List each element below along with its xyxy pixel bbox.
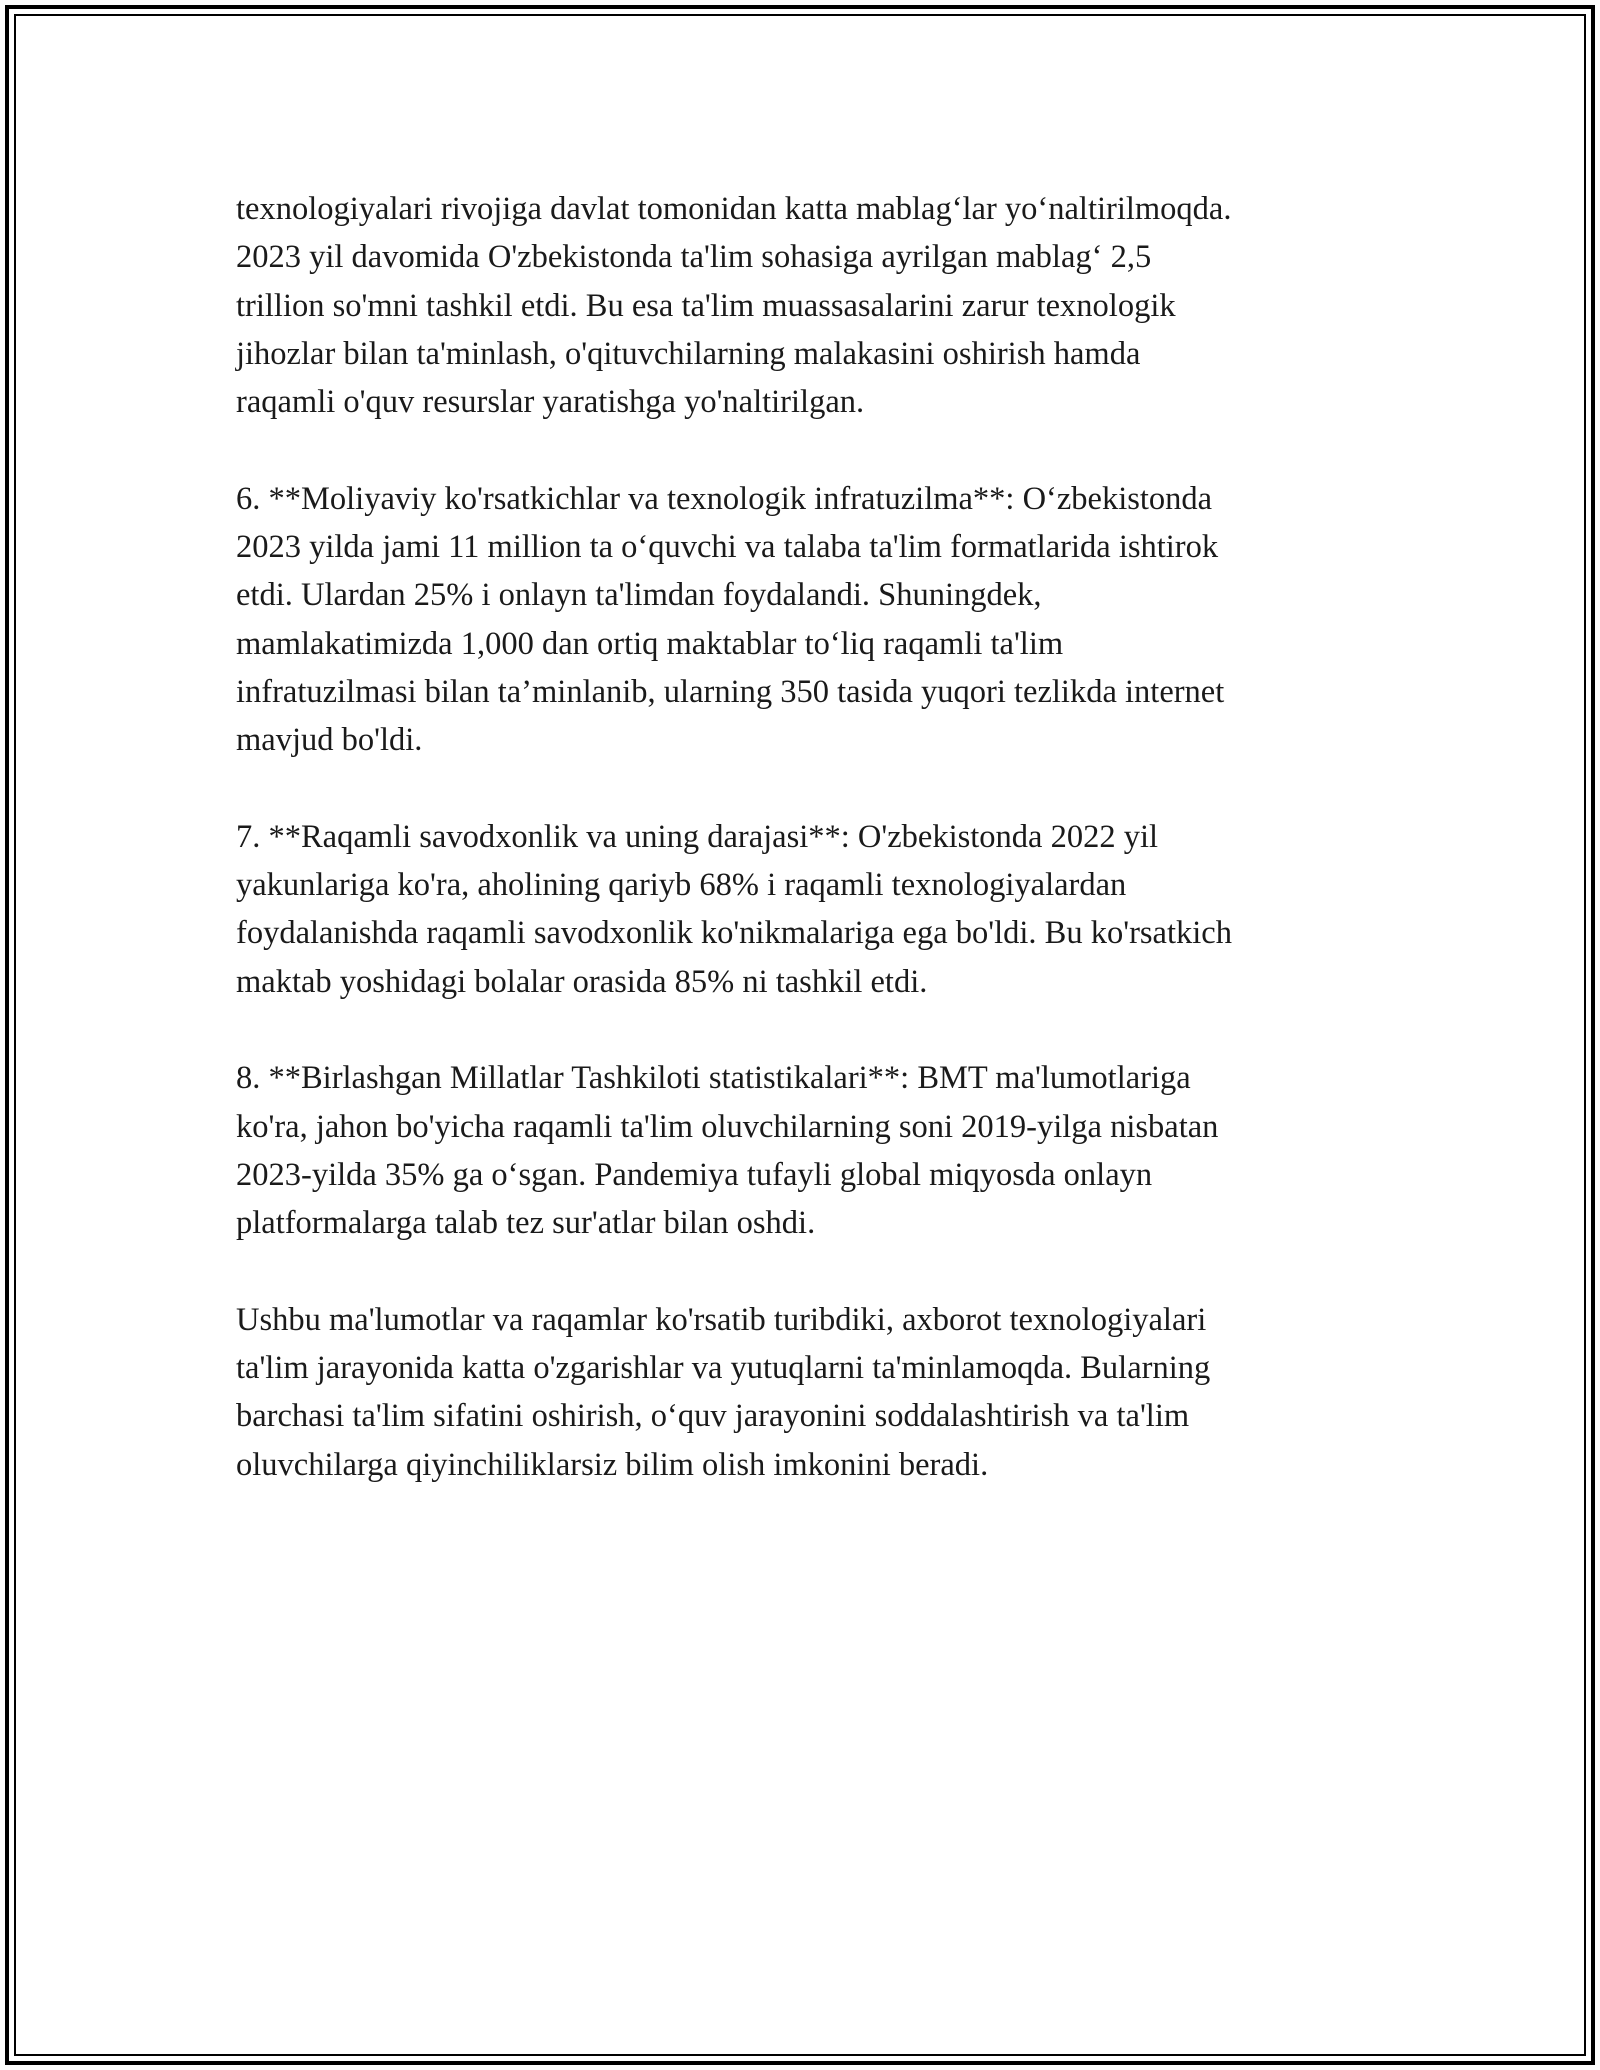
paragraph-item-7: 7. **Raqamli savodxonlik va uning darajasi**: O'zbekistonda 2022 yil yakunlariga ko'ra, aholining qariyb 68% i raqamli texnologiyalardan foydalanishda raqamli savodxonlik ko'nikmalariga ega bo'ldi. Bu ko'rsatkich maktab yoshidagi bolalar orasida 85% ni tashkil etdi. bbox=[236, 818, 1232, 1000]
paragraph-item-8: 8. **Birlashgan Millatlar Tashkiloti statistikalari**: BMT ma'lumotlariga ko'ra, jahon bo'yicha raqamli ta'lim oluvchilarning soni 2019-yilga nisbatan 2023-yilda 35% ga o‘sgan. Pandemiya tufayli global miqyosda onlayn platformalarga talab tez sur'atlar bilan oshdi. bbox=[236, 1060, 1219, 1242]
paragraph-intro-continuation: texnologiyalari rivojiga davlat tomonidan katta mablag‘lar yo‘naltirilmoqda. 2023 yil davomida O'zbekistonda ta'lim sohasiga ayrilgan mablag‘ 2,5 trillion so'mni tashkil etdi. Bu esa ta'lim muassasalarini zarur texnologik jihozlar bilan ta'minlash, o'qituvchilarning malakasini oshirish hamda raqamli o'quv resurslar yaratishga yo'naltirilgan. bbox=[236, 191, 1232, 421]
document-body bbox=[236, 185, 1364, 1489]
paragraph-item-6: 6. **Moliyaviy ko'rsatkichlar va texnologik infratuzilma**: O‘zbekistonda 2023 yilda jami 11 million ta o‘quvchi va talaba ta'lim formatlarida ishtirok etdi. Ulardan 25% i onlayn ta'limdan foydalandi. Shuningdek, mamlakatimizda 1,000 dan ortiq maktablar to‘liq raqamli ta'lim infratuzilmasi bilan ta’minlanib, ularning 350 tasida yuqori tezlikda internet mavjud bo'ldi. bbox=[236, 480, 1225, 759]
paragraph-conclusion: Ushbu ma'lumotlar va raqamlar ko'rsatib turibdiki, axborot texnologiyalari ta'lim jarayonida katta o'zgarishlar va yutuqlarni ta'minlamoqda. Bularning barchasi ta'lim sifatini oshirish, o‘quv jarayonini soddalashtirish va ta'lim oluvchilarga qiyinchiliklarsiz bilim olish imkonini beradi. bbox=[236, 1301, 1211, 1483]
